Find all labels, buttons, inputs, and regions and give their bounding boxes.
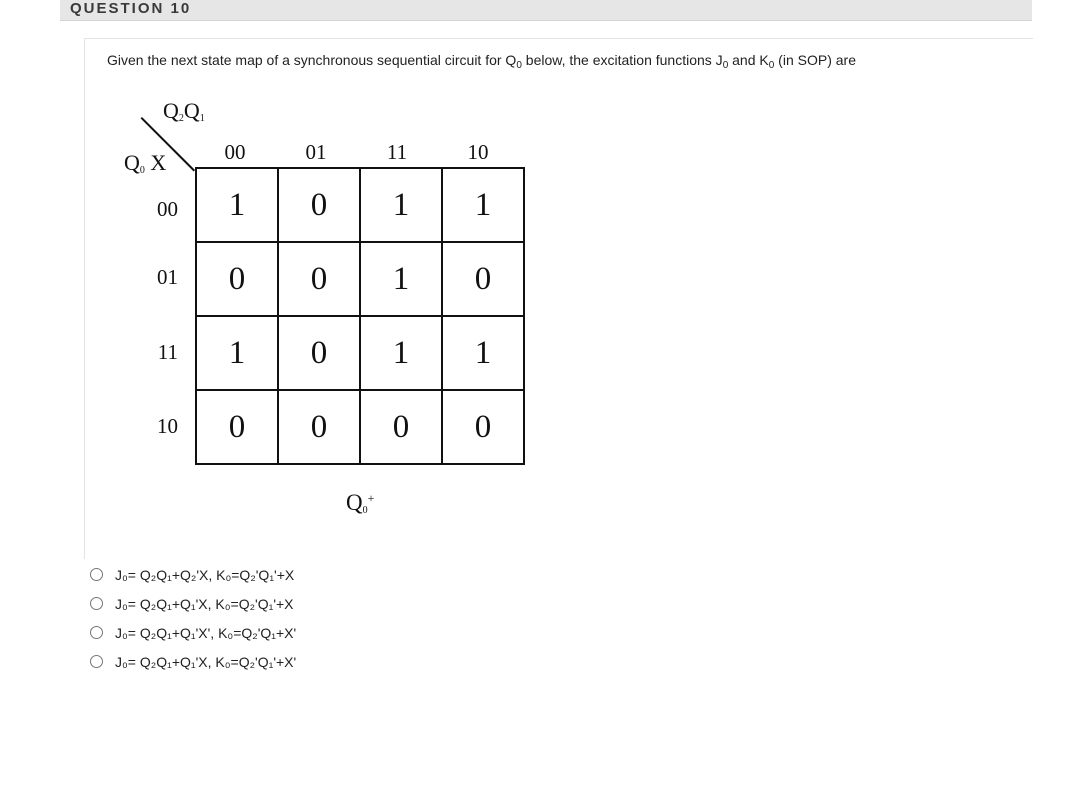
kmap-cell: 1: [442, 316, 524, 390]
radio-button[interactable]: [90, 568, 103, 581]
answer-option-text: J₀= Q₂Q₁+Q₁'X', K₀=Q₂'Q₁+X': [115, 624, 297, 641]
answer-option-d[interactable]: [90, 647, 296, 676]
kmap-row-header: 11: [157, 340, 178, 364]
kmap-cell: 0: [196, 390, 278, 464]
question-prompt: Given the next state map of a synchronous sequential circuit for $Q_0$ below, the excitation functions $J_0$ and $K_0$ (in SOP) are: [107, 52, 856, 71]
kmap-column-variables: $Q_2Q_1$: [163, 98, 205, 124]
kmap-cell: 1: [360, 242, 442, 316]
kmap-row-header: 10: [157, 414, 178, 438]
kmap-col-header: 11: [386, 140, 408, 164]
kmap-cell: 1: [196, 168, 278, 242]
kmap-grid: [195, 167, 525, 465]
kmap-cell: 0: [278, 168, 360, 242]
kmap-output-label: $Q_0^+$: [346, 490, 375, 516]
question-header: [60, 0, 1032, 21]
answer-option-text: J₀= Q₂Q₁+Q₁'X, K₀=Q₂'Q₁'+X: [115, 595, 294, 612]
kmap-row-header: 00: [157, 197, 178, 221]
kmap-row-header: 01: [157, 265, 178, 289]
kmap-cell: 0: [442, 242, 524, 316]
kmap-row: [196, 390, 524, 464]
answer-options: [90, 560, 296, 676]
radio-button[interactable]: [90, 597, 103, 610]
kmap-col-header: 10: [467, 140, 489, 164]
answer-option-b[interactable]: [90, 589, 296, 618]
kmap-cell: 0: [196, 242, 278, 316]
kmap-cell: 0: [278, 242, 360, 316]
kmap-cell: 1: [442, 168, 524, 242]
kmap-cell: 0: [442, 390, 524, 464]
kmap-cell: 0: [278, 316, 360, 390]
answer-option-text: J₀= Q₂Q₁+Q₂'X, K₀=Q₂'Q₁'+X: [115, 566, 295, 583]
kmap-cell: 0: [278, 390, 360, 464]
answer-option-c[interactable]: [90, 618, 296, 647]
question-number: QUESTION 10: [70, 0, 192, 17]
kmap-col-header: 00: [224, 140, 246, 164]
kmap-cell: 0: [360, 390, 442, 464]
kmap-cell: 1: [360, 316, 442, 390]
kmap-row-variables: $Q_0$ X: [124, 150, 167, 176]
kmap-cell: 1: [360, 168, 442, 242]
kmap-row: [196, 316, 524, 390]
answer-option-text: J₀= Q₂Q₁+Q₁'X, K₀=Q₂'Q₁'+X': [115, 653, 297, 670]
kmap-col-header: 01: [305, 140, 327, 164]
kmap-cell: 1: [196, 316, 278, 390]
radio-button[interactable]: [90, 626, 103, 639]
radio-button[interactable]: [90, 655, 103, 668]
kmap-row: [196, 168, 524, 242]
kmap-row: [196, 242, 524, 316]
answer-option-a[interactable]: [90, 560, 296, 589]
